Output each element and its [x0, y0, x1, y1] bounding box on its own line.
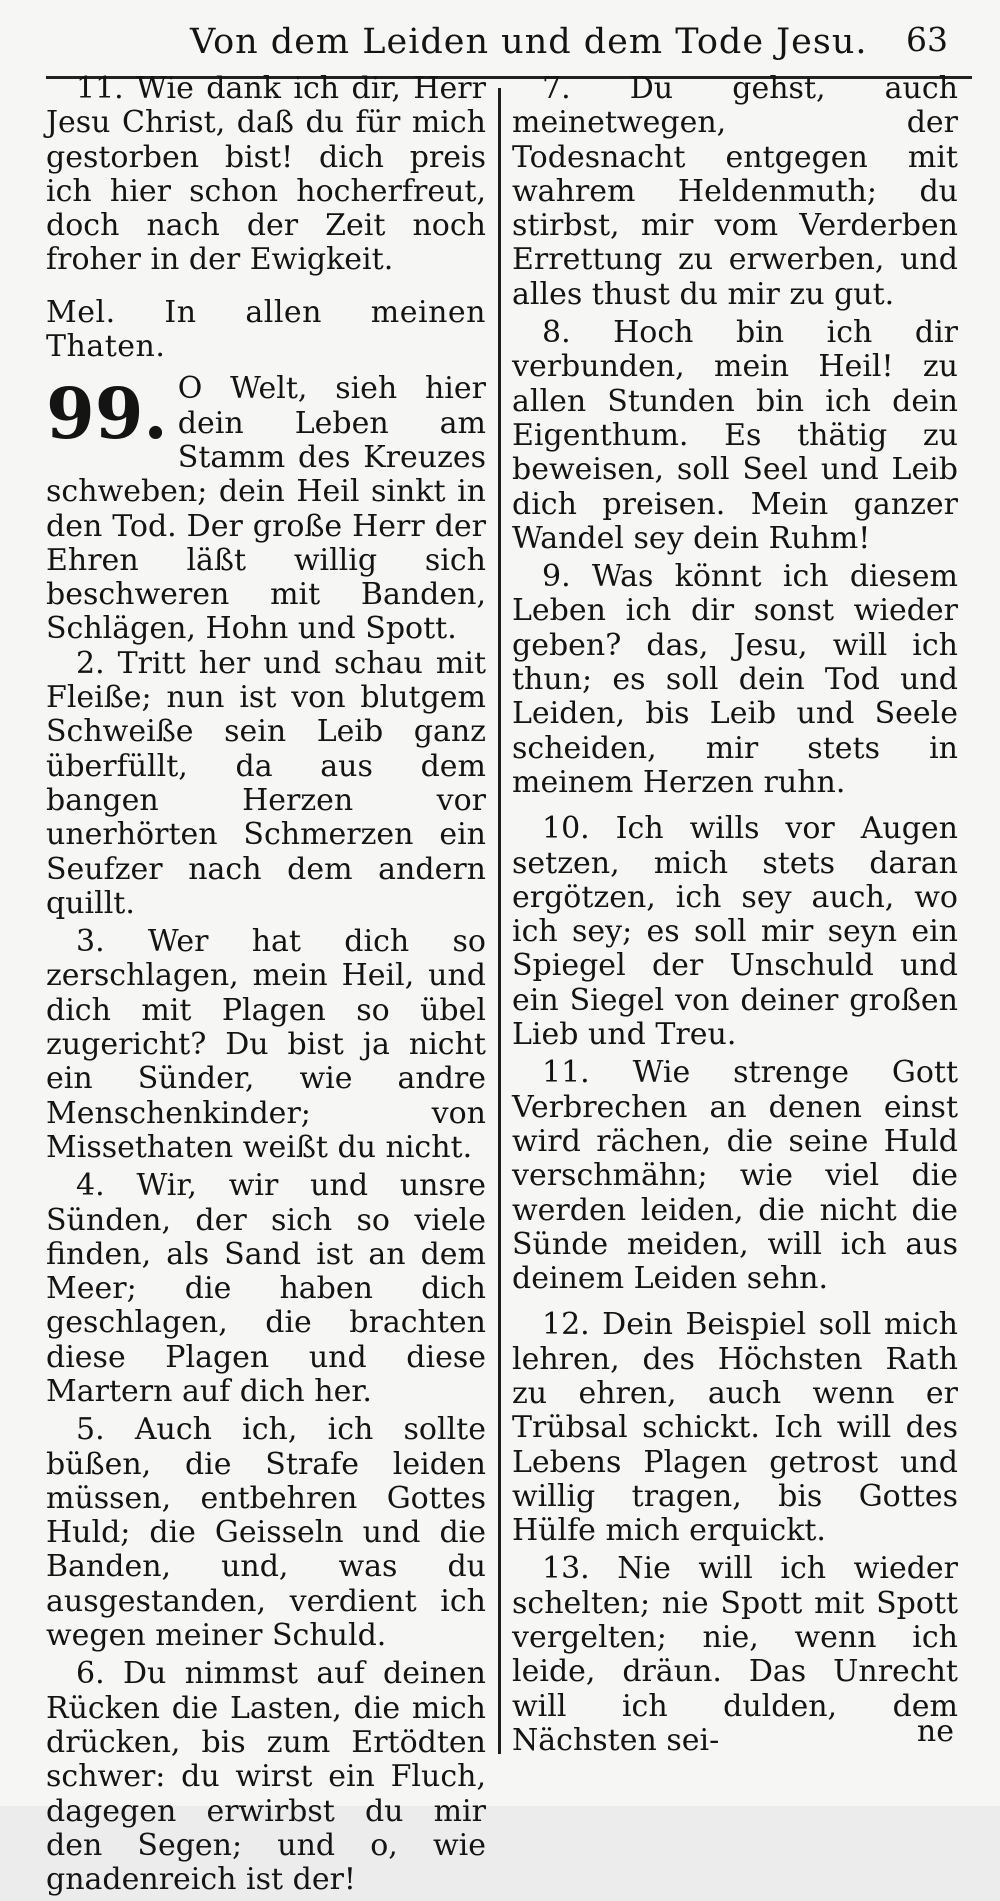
verse-4: 4. Wir, wir und unsre Sünden, der sich so viele finden, als Sand ist an dem Meer; die haben dich geschlagen, die brachten diese Plagen und diese Martern auf dich her.: [46, 1168, 486, 1409]
verse-13: 13. Nie will ich wieder schelten; nie Spott mit Spott vergelten; nie, wenn ich leide, dräun. Das Unrecht will ich dulden, dem Nächsten sei-: [512, 1551, 958, 1758]
verse-11: 11. Wie strenge Gott Verbrechen an denen einst wird rächen, die seine Huld verschmähn; wie viel die werden leiden, die nicht die Sünde meiden, will ich aus deinem Leiden sehn.: [512, 1055, 958, 1297]
verse-5: 5. Auch ich, ich sollte büßen, die Strafe leiden müssen, entbehren Gottes Huld; die Geisseln und die Banden, und, was du ausgestanden, verdient ich wegen meiner Schuld.: [46, 1412, 486, 1654]
verse-10: 10. Ich wills vor Augen setzen, mich stets daran ergötzen, ich sey auch, wo ich sey; es soll mir seyn ein Spiegel der Unschuld und ein Siegel von deiner großen Lieb und Treu.: [512, 811, 958, 1053]
right-column: [512, 72, 958, 1762]
verse-9: 9. Was könnt ich diesem Leben ich dir sonst wieder geben? das, Jesu, will ich thun; es soll dein Tod und Leiden, bis Leib und Seele scheiden, mir stets in meinem Herzen ruhn.: [512, 559, 958, 800]
catchword: ne: [916, 1714, 954, 1749]
left-column: [46, 72, 486, 1901]
verse-7: 7. Du gehst, auch meinetwegen, der Todesnacht entgegen mit wahrem Heldenmuth; du stirbst, mir vom Verderben Errettung zu erwerben, und alles thust du mir zu gut.: [512, 71, 958, 312]
spacer: [46, 282, 486, 290]
running-title: Von dem Leiden und dem Tode Jesu.: [190, 22, 868, 62]
verse-8: 8. Hoch bin ich dir verbunden, mein Heil! zu allen Stunden bin ich dein Eigenthum. Es thätig zu beweisen, soll Seel und Leib dich preisen. Mein ganzer Wandel sey dein Ruhm!: [512, 315, 958, 556]
verse-2: 2. Tritt her und schau mit Fleiße; nun ist von blutgem Schweiße sein Leib ganz überfüllt, da aus dem bangen Herzen vor unerhörten Schmerzen ein Seufzer nach dem andern quillt.: [46, 645, 486, 921]
page-number: 63: [906, 20, 948, 59]
verse-11-previous-hymn: 11. Wie dank ich dir, Herr Jesu Christ, daß du für mich gestorben bist! dich preis ich hier schon hocherfreut, doch nach der Zeit noch froher in der Ewigkeit.: [46, 71, 486, 278]
hymn-number: 99.: [46, 372, 168, 456]
verse-6: 6. Du nimmst auf deinen Rücken die Lasten, die mich drücken, bis zum Ertödten schwer: du wirst ein Fluch, dagegen erwirbst du mir den Segen; und o, wie gnadenreich ist der!: [46, 1656, 486, 1898]
page-header: [0, 14, 1000, 72]
verse-1-text: O Welt, sieh hier dein Leben am Stamm des Kreuzes schweben; dein Heil sinkt in den Tod. Der große Herr der Ehren läßt willig sich beschweren mit Banden, Schlägen, Hohn und Spott.: [46, 371, 486, 647]
column-divider: [498, 88, 501, 1754]
hymn-99-verse-1: [46, 372, 486, 646]
verse-3: 3. Wer hat dich so zerschlagen, mein Heil, und dich mit Plagen so übel zugericht? Du bist ja nicht ein Sünder, wie andre Menschenkinder; von Missethaten weißt du nicht.: [46, 924, 486, 1165]
melody-line: Mel. In allen meinen Thaten.: [46, 294, 486, 365]
verse-12: 12. Dein Beispiel soll mich lehren, des Höchsten Rath zu ehren, auch wenn er Trübsal schickt. Ich will des Lebens Plagen getrost und willig tragen, bis Gottes Hülfe mich erquickt.: [512, 1307, 958, 1549]
